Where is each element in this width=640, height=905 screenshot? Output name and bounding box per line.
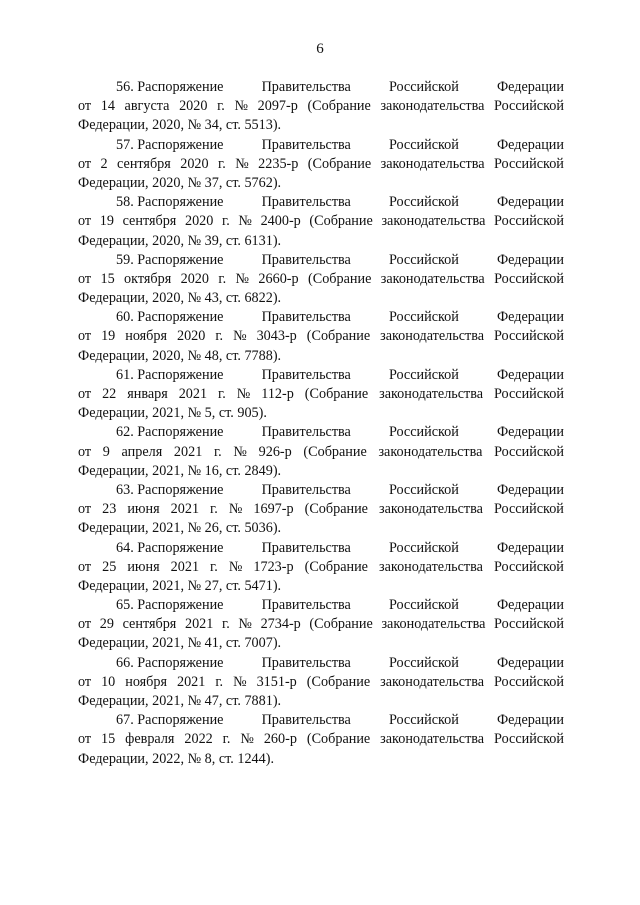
- entry-word: №: [238, 213, 252, 230]
- entry-word: (Собрание: [308, 270, 372, 287]
- entry-word: 2020: [176, 328, 206, 345]
- entry-word: (Собрание: [306, 673, 371, 690]
- entry-word: №: [233, 328, 247, 345]
- entry-word: Российской: [494, 616, 564, 633]
- entry-word: 67. Распоряжение: [116, 712, 224, 729]
- list-item: [78, 136, 564, 194]
- entry-word: 23: [102, 501, 117, 518]
- entry-word: Федерации: [496, 194, 564, 211]
- entry-line-first: [78, 136, 564, 155]
- entry-word: 2400-р: [260, 213, 301, 230]
- entry-word: июня: [127, 501, 160, 518]
- entry-word: г.: [210, 558, 218, 575]
- entry-word: 15: [100, 270, 115, 287]
- entry-line-last: Федерации, 2021, № 27, ст. 5471).: [78, 577, 282, 594]
- entry-word: Российской: [494, 98, 564, 115]
- entry-word: от: [78, 443, 92, 460]
- entry-word: 2: [100, 155, 108, 172]
- entry-word: (Собрание: [307, 155, 372, 172]
- entry-word: Федерации: [496, 712, 564, 729]
- entry-word: г.: [215, 328, 224, 345]
- list-item: [78, 193, 564, 251]
- entry-word: 64. Распоряжение: [116, 539, 224, 556]
- entry-line-second: [78, 212, 564, 231]
- entry-line-last: Федерации, 2022, № 8, ст. 1244).: [78, 750, 275, 767]
- entry-word: Федерации: [496, 539, 564, 556]
- entry-line-last: Федерации, 2021, № 26, ст. 5036).: [78, 520, 282, 537]
- entry-line-first: [78, 423, 564, 442]
- entry-word: 62. Распоряжение: [116, 424, 224, 441]
- entry-line-last: Федерации, 2021, № 16, ст. 2849).: [78, 462, 282, 479]
- entry-word: 66. Распоряжение: [116, 654, 224, 671]
- list-item: [78, 423, 564, 481]
- entry-word: Правительства: [261, 539, 351, 556]
- entry-word: 1697-р: [253, 501, 294, 518]
- entry-word: Правительства: [261, 194, 351, 211]
- entry-line-first: [78, 193, 564, 212]
- entry-word: №: [228, 558, 243, 575]
- entry-word: от: [78, 328, 92, 345]
- entry-word: 19: [101, 328, 116, 345]
- entry-word: законодательства: [380, 98, 485, 115]
- entry-word: Правительства: [261, 251, 351, 268]
- entry-word: 63. Распоряжение: [116, 481, 224, 498]
- entry-word: Российской: [388, 194, 459, 211]
- entry-word: (Собрание: [307, 98, 371, 115]
- entry-word: Российской: [493, 501, 564, 518]
- entry-word: Правительства: [261, 366, 351, 383]
- entry-line-first: [78, 539, 564, 558]
- list-item: [78, 539, 564, 597]
- entry-word: законодательства: [380, 155, 485, 172]
- entry-word: №: [238, 616, 252, 633]
- entry-word: №: [235, 155, 249, 172]
- entry-word: г.: [221, 616, 230, 633]
- entry-word: июня: [127, 558, 160, 575]
- entry-line-first: [78, 366, 564, 385]
- entry-line-first: [78, 654, 564, 673]
- entry-word: 2021: [173, 443, 203, 460]
- entry-line-last: Федерации, 2020, № 34, ст. 5513).: [78, 117, 282, 134]
- entries-list: [78, 78, 564, 769]
- entry-word: (Собрание: [306, 328, 371, 345]
- entry-word: 2022: [184, 731, 213, 748]
- entry-line-last: Федерации, 2020, № 48, ст. 7788).: [78, 347, 282, 364]
- entry-word: Российской: [493, 558, 564, 575]
- entry-word: Российской: [493, 155, 564, 172]
- entry-word: 3151-р: [256, 673, 297, 690]
- entry-word: 2660-р: [258, 270, 299, 287]
- entry-word: октября: [124, 270, 172, 287]
- entry-word: Российской: [388, 654, 459, 671]
- entry-word: 2020: [180, 155, 209, 172]
- entry-word: Федерации: [496, 251, 564, 268]
- entry-word: Федерации: [496, 597, 564, 614]
- entry-word: Российской: [388, 712, 459, 729]
- entry-word: (Собрание: [304, 501, 368, 518]
- entry-word: 1723-р: [253, 558, 294, 575]
- entry-word: Правительства: [261, 654, 351, 671]
- entry-word: 22: [102, 386, 117, 402]
- entry-word: 25: [102, 558, 117, 575]
- entry-word: 58. Распоряжение: [116, 194, 224, 211]
- entry-word: законодательства: [379, 501, 483, 518]
- entry-word: Правительства: [261, 481, 351, 498]
- entry-word: Федерации: [496, 309, 564, 326]
- entry-word: от: [78, 558, 92, 575]
- entry-word: 2021: [176, 673, 206, 690]
- entry-word: 2020: [184, 213, 214, 230]
- entry-word: законодательства: [381, 616, 486, 633]
- entry-word: №: [228, 501, 243, 518]
- entry-word: №: [233, 673, 247, 690]
- entry-word: г.: [221, 213, 230, 230]
- list-item: [78, 596, 564, 654]
- entry-word: от: [78, 98, 92, 115]
- entry-word: февраля: [125, 731, 175, 748]
- entry-word: Российской: [388, 597, 459, 614]
- entry-word: 57. Распоряжение: [116, 136, 224, 153]
- entry-line-second: [78, 443, 564, 462]
- entry-word: 56. Распоряжение: [116, 79, 224, 95]
- entry-word: (Собрание: [309, 616, 373, 633]
- entry-word: №: [240, 731, 254, 748]
- entry-word: ноября: [125, 328, 168, 345]
- entry-word: апреля: [121, 443, 163, 460]
- entry-word: ноября: [125, 673, 168, 690]
- entry-word: 260-р: [263, 731, 297, 748]
- entry-word: от: [78, 731, 92, 748]
- entry-line-last: Федерации, 2020, № 39, ст. 6131).: [78, 232, 282, 249]
- entry-word: от: [78, 501, 92, 518]
- entry-word: 65. Распоряжение: [116, 597, 224, 614]
- entry-line-second: [78, 327, 564, 346]
- entry-line-second: [78, 155, 564, 174]
- entry-word: законодательства: [380, 328, 485, 345]
- entry-word: Федерации: [496, 366, 564, 383]
- entry-word: 2020: [179, 98, 208, 115]
- entry-line-first: [78, 596, 564, 615]
- entry-line-second: [78, 730, 564, 749]
- entry-word: законодательства: [379, 386, 484, 402]
- entry-word: 3043-р: [256, 328, 297, 345]
- entry-word: (Собрание: [306, 731, 371, 748]
- entry-word: законодательства: [378, 443, 483, 460]
- entry-word: сентября: [122, 616, 177, 633]
- entry-word: 19: [99, 213, 114, 230]
- entry-word: 60. Распоряжение: [116, 309, 224, 326]
- entry-line-first: [78, 78, 564, 97]
- entry-word: 2020: [180, 270, 209, 287]
- entry-word: Правительства: [261, 597, 351, 614]
- entry-word: 59. Распоряжение: [116, 251, 224, 268]
- entry-word: законодательства: [381, 213, 486, 230]
- entry-word: 2734-р: [260, 616, 301, 633]
- entry-word: Российской: [494, 328, 564, 345]
- entry-word: г.: [218, 155, 226, 172]
- entry-word: законодательства: [379, 558, 483, 575]
- entry-word: Правительства: [261, 136, 351, 153]
- entry-word: Правительства: [261, 309, 351, 326]
- entry-word: 2021: [170, 501, 200, 518]
- list-item: [78, 481, 564, 539]
- entry-line-first: [78, 308, 564, 327]
- entry-word: №: [235, 270, 250, 287]
- entry-word: 61. Распоряжение: [116, 366, 224, 383]
- entry-word: Российской: [494, 270, 564, 287]
- entry-word: №: [236, 386, 251, 402]
- entry-word: января: [127, 386, 168, 402]
- entry-word: от: [78, 673, 92, 690]
- entry-word: Российской: [388, 539, 459, 556]
- entry-word: г.: [217, 98, 225, 115]
- entry-word: г.: [222, 731, 231, 748]
- entry-word: Федерации: [496, 654, 564, 671]
- entry-word: Российской: [494, 673, 564, 690]
- list-item: [78, 308, 564, 366]
- entry-word: законодательства: [380, 731, 485, 748]
- entry-word: 29: [99, 616, 114, 633]
- entry-word: г.: [218, 270, 227, 287]
- entry-word: законодательства: [380, 673, 485, 690]
- entry-word: 112-р: [261, 386, 294, 402]
- entry-word: законодательства: [380, 270, 485, 287]
- list-item: [78, 78, 564, 136]
- entry-word: (Собрание: [304, 386, 369, 402]
- entry-line-last: Федерации, 2021, № 47, ст. 7881).: [78, 693, 282, 709]
- entry-word: №: [234, 98, 248, 115]
- entry-word: (Собрание: [309, 213, 373, 230]
- entry-word: от: [78, 270, 92, 287]
- list-item: [78, 654, 564, 712]
- entry-word: Российской: [388, 309, 459, 326]
- entry-word: 2021: [178, 386, 208, 402]
- entry-word: Федерации: [496, 424, 564, 441]
- entry-word: 2235-р: [258, 155, 299, 172]
- entry-word: 2021: [184, 616, 214, 633]
- entry-word: г.: [218, 386, 226, 402]
- entry-line-last: Федерации, 2021, № 5, ст. 905).: [78, 405, 267, 422]
- entry-word: Российской: [388, 424, 459, 441]
- entry-word: 14: [100, 98, 115, 115]
- entry-line-second: [78, 500, 564, 519]
- entry-word: Российской: [388, 79, 459, 95]
- entry-line-last: Федерации, 2020, № 43, ст. 6822).: [78, 290, 282, 307]
- entry-word: Правительства: [261, 712, 351, 729]
- page-number: 6: [316, 41, 324, 57]
- entry-line-second: [78, 615, 564, 634]
- entry-word: г.: [215, 673, 224, 690]
- entry-line-second: [78, 270, 564, 289]
- entry-word: 2021: [170, 558, 200, 575]
- list-item: [78, 711, 564, 769]
- entry-word: 2097-р: [257, 98, 298, 115]
- entry-word: от: [78, 155, 92, 172]
- entry-word: Российской: [388, 481, 459, 498]
- entry-word: 926-р: [258, 443, 292, 460]
- entry-word: Федерации: [496, 481, 564, 498]
- entry-word: (Собрание: [303, 443, 367, 460]
- entry-line-second: [78, 97, 564, 116]
- entry-word: от: [78, 616, 92, 633]
- entry-word: Российской: [388, 251, 459, 268]
- entry-line-second: [78, 558, 564, 577]
- entry-line-last: Федерации, 2020, № 37, ст. 5762).: [78, 174, 282, 191]
- entry-word: г.: [213, 443, 222, 460]
- entry-line-second: [78, 673, 564, 692]
- entry-word: 15: [101, 731, 116, 748]
- entry-word: августа: [124, 98, 170, 115]
- entry-word: Российской: [388, 366, 459, 383]
- entry-word: 9: [102, 443, 110, 460]
- entry-word: Российской: [494, 443, 564, 460]
- entry-word: Федерации: [496, 136, 564, 153]
- entry-word: Российской: [494, 386, 564, 402]
- entry-word: Российской: [388, 136, 459, 153]
- entry-word: 10: [101, 673, 116, 690]
- list-item: [78, 366, 564, 424]
- entry-line-second: [78, 385, 564, 404]
- entry-line-first: [78, 251, 564, 270]
- entry-word: сентября: [117, 155, 171, 172]
- entry-word: Правительства: [261, 79, 351, 95]
- entry-word: Российской: [494, 731, 564, 748]
- entry-word: Российской: [494, 213, 564, 230]
- entry-word: г.: [210, 501, 218, 518]
- entry-word: Правительства: [261, 424, 351, 441]
- entry-word: от: [78, 386, 92, 402]
- entry-word: сентября: [122, 213, 177, 230]
- entry-word: (Собрание: [304, 558, 368, 575]
- entry-word: Федерации: [496, 79, 564, 95]
- entry-line-last: Федерации, 2021, № 41, ст. 7007).: [78, 635, 282, 652]
- entry-word: №: [233, 443, 247, 460]
- list-item: [78, 251, 564, 309]
- entry-line-first: [78, 711, 564, 730]
- entry-line-first: [78, 481, 564, 500]
- entry-word: от: [78, 213, 92, 230]
